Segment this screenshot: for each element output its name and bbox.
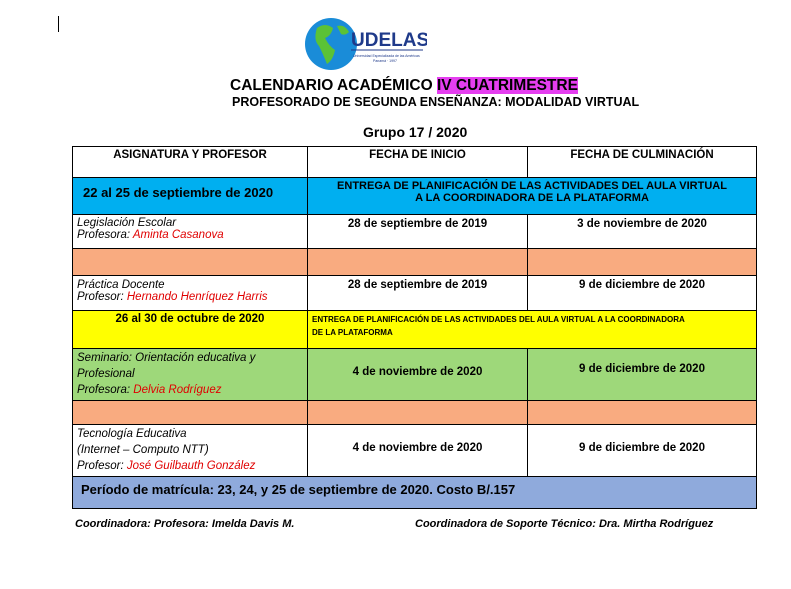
table-row <box>73 276 757 311</box>
text-cursor <box>58 16 59 32</box>
footer-coordinator: Coordinadora: Profesora: Imelda Davis M. <box>75 518 295 530</box>
start-date: 4 de noviembre de 2020 <box>308 349 528 401</box>
footer-tech-coordinator: Coordinadora de Soporte Técnico: Dra. Mirtha Rodríguez <box>415 518 714 530</box>
table-row <box>73 311 757 349</box>
table-header-row <box>73 147 757 178</box>
start-date: 28 de septiembre de 2019 <box>308 215 528 249</box>
spacer-cell <box>73 249 308 276</box>
end-date: 9 de diciembre de 2020 <box>528 349 757 401</box>
table-row <box>73 425 757 477</box>
course-cell: Tecnología Educativa (Internet – Computo NTT) Profesor: José Guilbauth González <box>73 425 308 477</box>
table-row <box>73 349 757 401</box>
course-cell: Seminario: Orientación educativa y Profesional Profesora: Delvia Rodríguez <box>73 349 308 401</box>
end-date: 9 de diciembre de 2020 <box>528 276 757 311</box>
globe-icon <box>305 18 357 70</box>
group-label: Grupo 17 / 2020 <box>363 124 468 140</box>
course-cell: Práctica Docente Profesor: Hernando Henríquez Harris <box>73 276 308 311</box>
start-date: 4 de noviembre de 2020 <box>308 425 528 477</box>
udelas-logo <box>303 14 427 74</box>
table-row <box>73 249 757 276</box>
page-subtitle: PROFESORADO DE SEGUNDA ENSEÑANZA: MODALIDAD VIRTUAL <box>232 95 640 109</box>
svg-text:Panamá · 1997: Panamá · 1997 <box>373 59 397 63</box>
entrega-description: ENTREGA DE PLANIFICACIÓN DE LAS ACTIVIDADES DEL AULA VIRTUAL A LA COORDINADORA DE LA PLATAFORMA <box>308 311 757 349</box>
page-title: CALENDARIO ACADÉMICO IV CUATRIMESTRE <box>230 77 578 94</box>
course-cell: Legislación Escolar Profesora: Aminta Casanova <box>73 215 308 249</box>
entrega-description: ENTREGA DE PLANIFICACIÓN DE LAS ACTIVIDADES DEL AULA VIRTUAL A LA COORDINADORA DE LA PLATAFORMA <box>308 178 757 215</box>
end-date: 3 de noviembre de 2020 <box>528 215 757 249</box>
end-date: 9 de diciembre de 2020 <box>528 425 757 477</box>
spacer-cell <box>528 401 757 425</box>
entrega-date: 26 al 30 de octubre de 2020 <box>73 311 308 349</box>
header-end: FECHA DE CULMINACIÓN <box>528 147 757 178</box>
entrega-date: 22 al 25 de septiembre de 2020 <box>73 178 308 215</box>
table-row <box>73 477 757 509</box>
table-row <box>73 401 757 425</box>
title-highlight: IV CUATRIMESTRE <box>436 77 578 94</box>
table-row <box>73 178 757 215</box>
spacer-cell <box>528 249 757 276</box>
svg-text:Universidad Especializada de l: Universidad Especializada de las Américas <box>353 54 420 58</box>
table-row <box>73 215 757 249</box>
svg-text:UDELAS: UDELAS <box>351 30 427 51</box>
spacer-cell <box>308 401 528 425</box>
header-subject: ASIGNATURA Y PROFESOR <box>73 147 308 178</box>
spacer-cell <box>308 249 528 276</box>
header-start: FECHA DE INICIO <box>308 147 528 178</box>
calendar-table <box>72 146 757 509</box>
spacer-cell <box>73 401 308 425</box>
start-date: 28 de septiembre de 2019 <box>308 276 528 311</box>
enrollment-period: Período de matrícula: 23, 24, y 25 de septiembre de 2020. Costo B/.157 <box>73 477 757 509</box>
